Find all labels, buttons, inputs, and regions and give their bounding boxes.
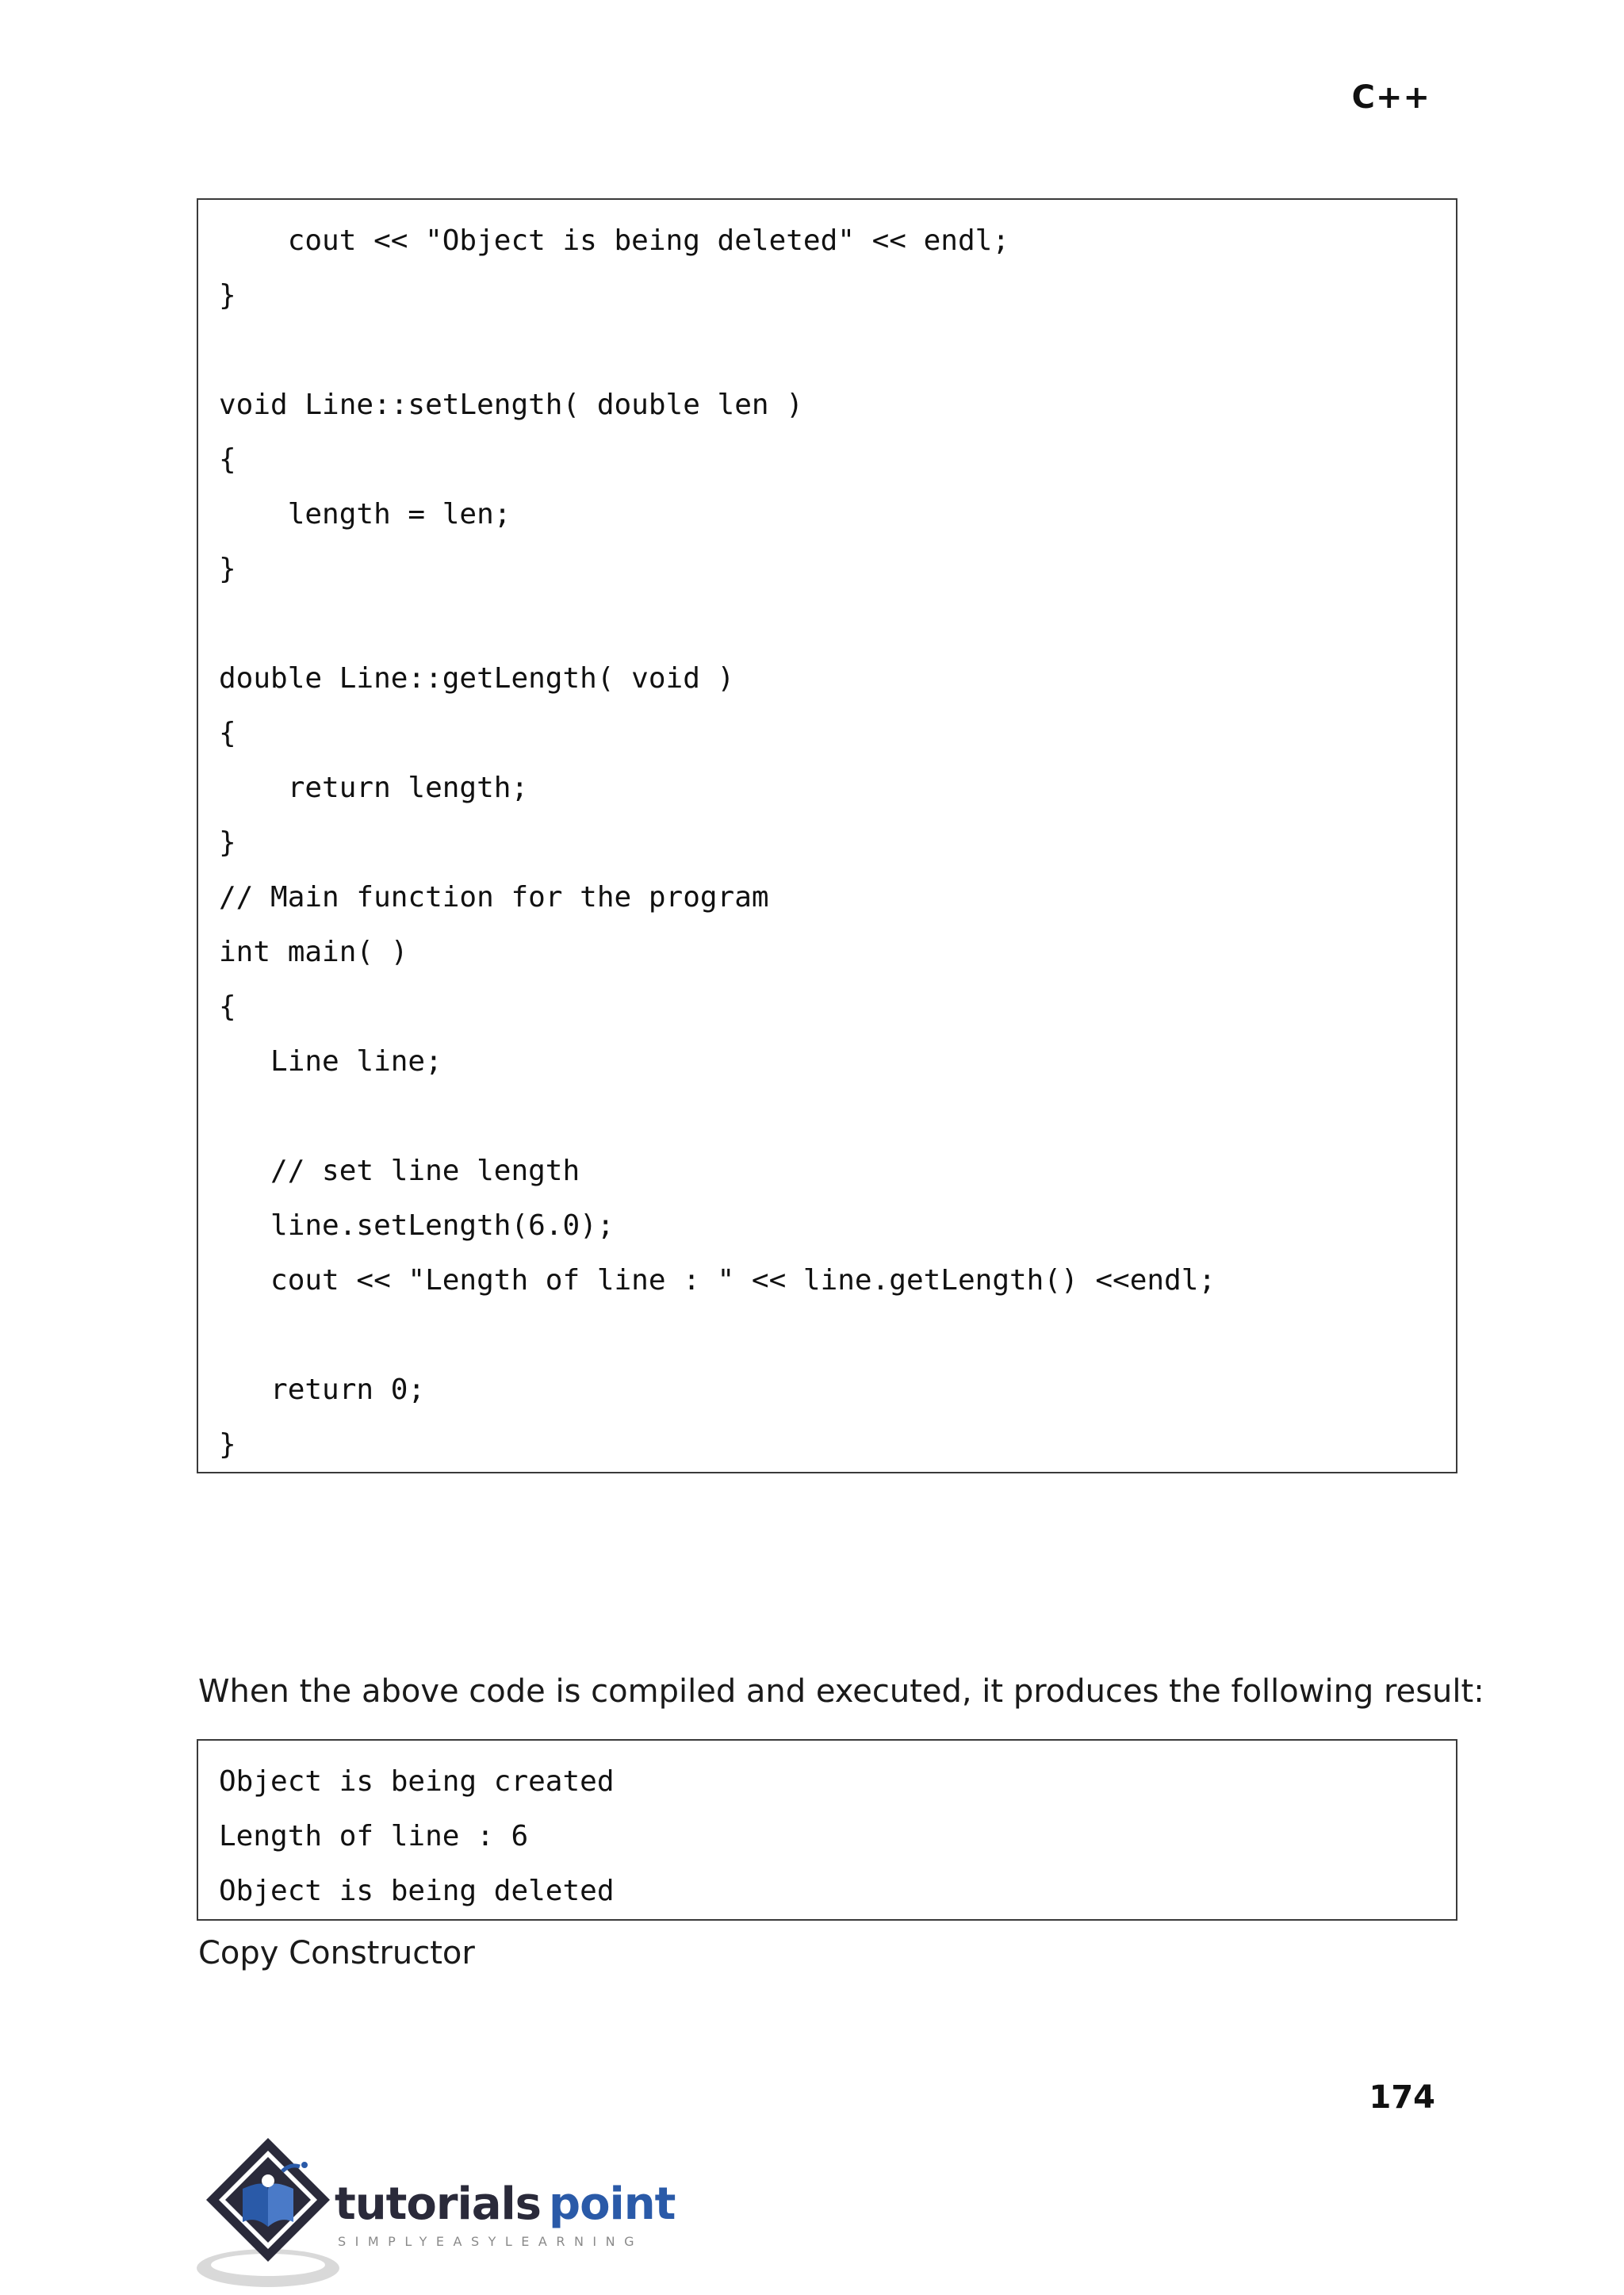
code-line: line.setLength(6.0); (219, 1209, 615, 1242)
code-line: return length; (219, 772, 529, 804)
code-line: Line line; (219, 1045, 442, 1078)
output-block (197, 1739, 1457, 1921)
tutorialspoint-logo (195, 2133, 687, 2295)
code-line: cout << "Length of line : " << line.getLength() <<endl; (219, 1264, 1216, 1297)
code-line: void Line::setLength( double len ) (219, 389, 803, 421)
code-line (198, 596, 1456, 651)
page-number: 174 (1369, 2079, 1435, 2116)
code-line: { (219, 990, 236, 1023)
document-header-title: C++ (1351, 79, 1431, 116)
code-line: } (219, 1428, 236, 1461)
code-comment: // Main function for the program (219, 881, 769, 914)
code-line (198, 323, 1456, 377)
code-line: cout << "Object is being deleted" << endl; (219, 224, 1009, 257)
code-line: return 0; (219, 1374, 426, 1406)
code-line: } (219, 279, 236, 312)
code-line: { (219, 443, 236, 476)
section-title: Copy Constructor (198, 1935, 475, 1971)
code-line: { (219, 717, 236, 749)
logo-brand-primary: tutorials (335, 2178, 542, 2230)
output-line: Object is being deleted (219, 1875, 615, 1907)
output-line: Length of line : 6 (219, 1820, 529, 1852)
code-line: } (219, 553, 236, 585)
code-line: } (219, 826, 236, 859)
code-line: int main( ) (219, 936, 408, 968)
code-comment: // set line length (219, 1155, 580, 1187)
code-line (198, 1308, 1456, 1362)
output-line: Object is being created (219, 1765, 615, 1798)
code-line: double Line::getLength( void ) (219, 662, 735, 695)
code-block (197, 198, 1457, 1473)
code-line: length = len; (219, 498, 511, 531)
code-line (198, 1089, 1456, 1144)
logo-brand-secondary: point (549, 2178, 676, 2230)
result-intro-text: When the above code is compiled and executed, it produces the following result: (198, 1673, 1484, 1710)
logo-tagline: SIMPLYEASYLEARNING (338, 2234, 644, 2249)
logo-diamond-icon (206, 2138, 330, 2262)
